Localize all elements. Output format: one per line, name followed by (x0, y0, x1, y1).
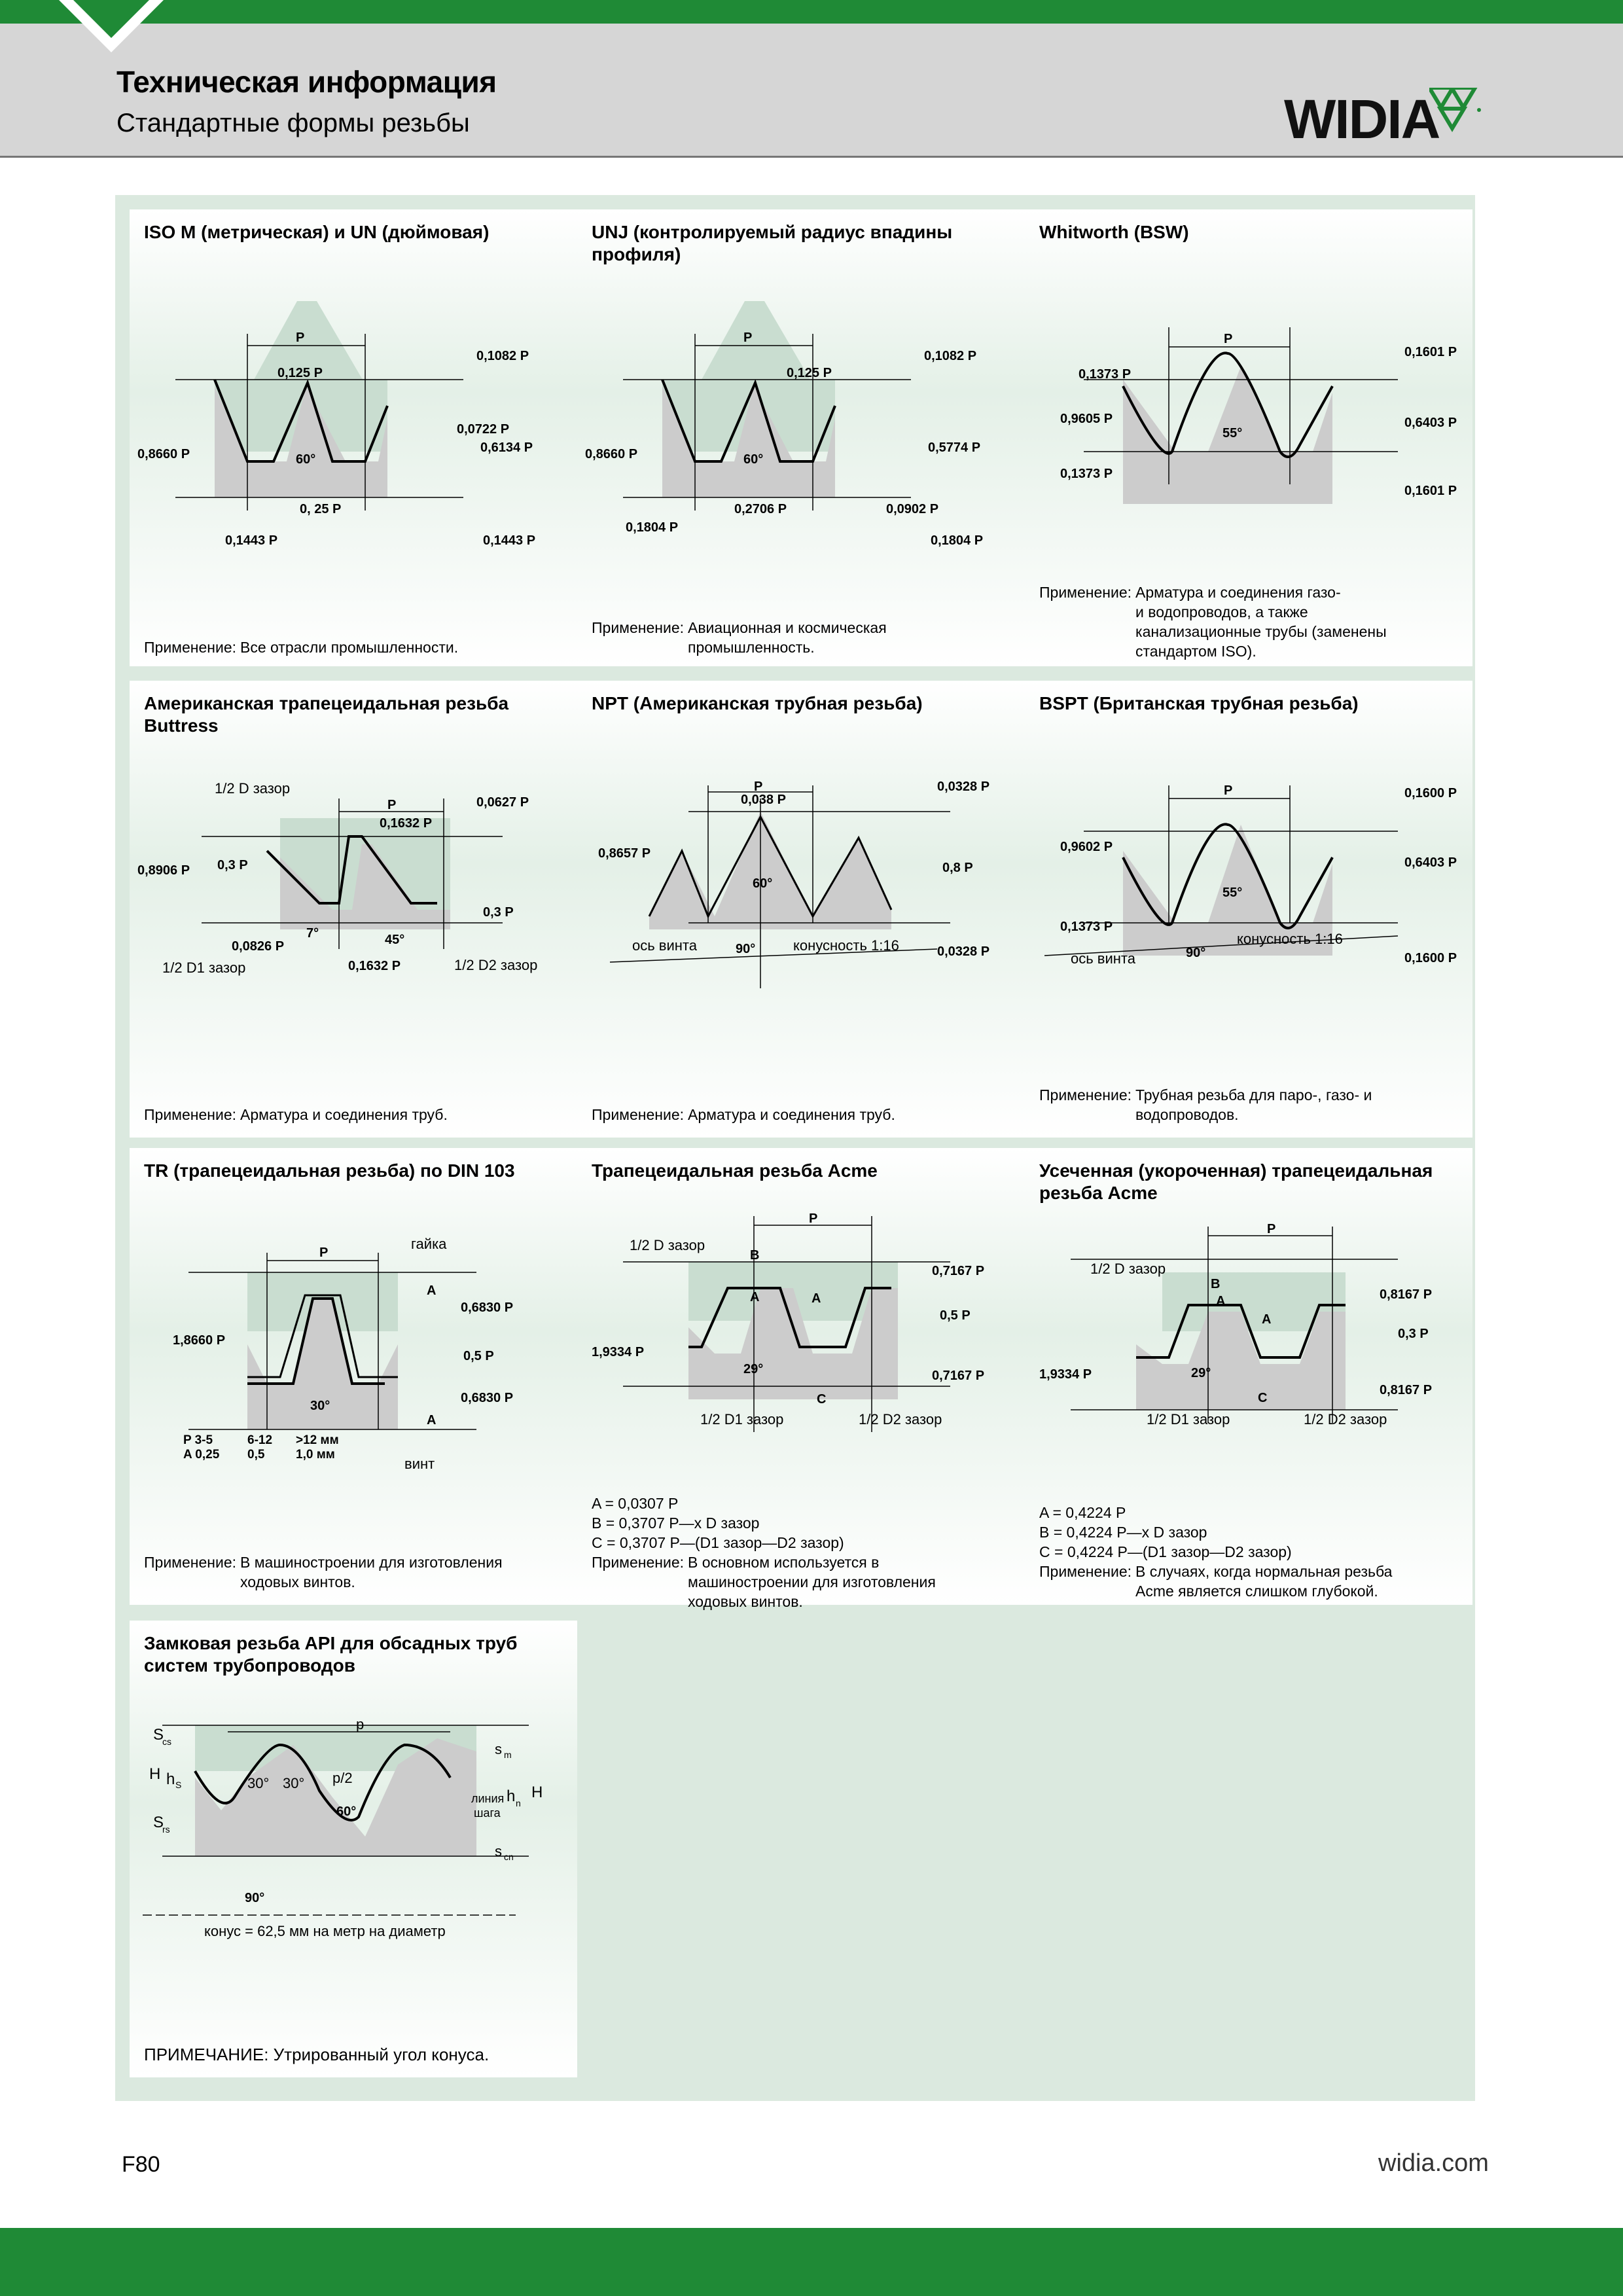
label: A (427, 1283, 437, 1298)
card-title: NPT (Американская трубная резьба) (592, 693, 923, 713)
label: 0,9605 P (1060, 412, 1113, 426)
label: 0,1443 P (483, 533, 536, 548)
label: 0,1632 P (348, 959, 401, 973)
label: 0,5 P (940, 1308, 971, 1323)
label: 0,1600 P (1404, 951, 1457, 965)
label: A (750, 1290, 760, 1304)
label: s (495, 1741, 502, 1757)
label: конус = 62,5 мм на метр на диаметр (204, 1923, 446, 1939)
label: 0,1601 P (1404, 345, 1457, 359)
page-number: F80 (122, 2152, 160, 2177)
label: 29° (743, 1362, 764, 1376)
page-subtitle: Стандартные формы резьбы (116, 109, 470, 137)
stub-acme-thread-diagram (1031, 1200, 1466, 1501)
application-note: Применение: Арматура и соединения газо- и водопроводов, а также канализационные трубы (заменены стандартом ISO). (1039, 584, 1387, 660)
card-buttress (130, 681, 577, 1138)
label: 0,6830 P (461, 1300, 514, 1315)
label: C (1258, 1391, 1268, 1405)
card-bspt (1025, 681, 1472, 1138)
label: m (504, 1749, 512, 1760)
label: 0,1443 P (225, 533, 278, 548)
label: A (812, 1291, 821, 1306)
logo-text: WIDIA (1284, 88, 1440, 150)
label-p: P (743, 331, 753, 345)
label: 45° (385, 933, 405, 947)
label: S (153, 1726, 164, 1744)
label: 1/2 D зазор (630, 1237, 705, 1253)
label: 1/2 D1 зазор (162, 960, 246, 976)
label: p/2 (332, 1770, 353, 1786)
unj-thread-diagram (584, 288, 1018, 589)
table-cell: A 0,25 (183, 1448, 220, 1462)
label: 0,0722 P (457, 422, 510, 437)
card-unj (577, 209, 1025, 666)
card-api (130, 1621, 577, 2077)
label: 0,1082 P (476, 349, 529, 363)
label: 1,9334 P (1039, 1367, 1092, 1382)
label-p: P (1224, 332, 1233, 346)
label: 30° (283, 1775, 305, 1791)
application-note: Применение: Все отрасли промышленности. (144, 639, 459, 656)
label: A (1262, 1312, 1272, 1327)
label: 0,1600 P (1404, 786, 1457, 800)
card-stub-acme (1025, 1148, 1472, 1605)
thread-panel (115, 195, 1475, 2101)
label-p: P (1224, 783, 1233, 798)
header-notch-inner (73, 0, 149, 38)
label: h (507, 1787, 516, 1805)
top-green-bar (0, 0, 1623, 24)
label: 0,1373 P (1079, 367, 1132, 382)
card-title: Whitworth (BSW) (1039, 222, 1189, 242)
label-p: P (754, 780, 763, 794)
label: 30° (247, 1775, 270, 1791)
label: ось винта (1071, 950, 1135, 967)
label: A (427, 1413, 437, 1427)
label: 29° (1191, 1366, 1211, 1380)
iso-thread-diagram (136, 288, 571, 589)
application-note: Применение: Арматура и соединения труб. (144, 1106, 448, 1123)
card-title: UNJ (контролируемый радиус впадины профиля) (592, 222, 953, 264)
formulas-and-note: A = 0,4224 P B = 0,4224 P—x D зазор C = 0,4224 P—(D1 зазор—D2 зазор) Применение: В случаях, когда нормальная резьба Acme является слишком глубокой. (1039, 1504, 1393, 1600)
label: 0,3 P (217, 858, 248, 872)
label: 1/2 D2 зазор (454, 957, 538, 973)
card-title: TR (трапецеидальная резьба) по DIN 103 (144, 1160, 515, 1181)
label: 90° (1186, 946, 1206, 960)
acme-thread-diagram (584, 1190, 1018, 1491)
label: 0,5774 P (928, 440, 981, 455)
label: 1/2 D1 зазор (700, 1411, 784, 1427)
label-p: P (387, 798, 397, 812)
label-p: p (356, 1716, 365, 1732)
label: 0,1804 P (931, 533, 984, 548)
label: 60° (743, 452, 764, 467)
site-link[interactable]: widia.com (1378, 2149, 1489, 2177)
table-cell: 1,0 мм (296, 1448, 335, 1462)
bottom-green-bar (0, 2228, 1623, 2296)
label-p: P (1267, 1222, 1276, 1236)
card-title: Трапецеидальная резьба Acme (592, 1160, 878, 1181)
label: 60° (753, 876, 773, 891)
card-acme (577, 1148, 1025, 1610)
label: cn (504, 1852, 514, 1862)
label: 0,0902 P (886, 502, 939, 516)
label: 0,7167 P (932, 1369, 985, 1383)
label: B (1211, 1277, 1221, 1291)
label: 1,8660 P (173, 1333, 226, 1348)
card-npt (577, 681, 1025, 1138)
label: 90° (245, 1891, 265, 1905)
label: 1/2 D1 зазор (1147, 1411, 1230, 1427)
label: 1/2 D зазор (215, 780, 291, 797)
label: 0,1632 P (380, 816, 433, 831)
label: шага (474, 1806, 501, 1820)
label: 0,3 P (483, 905, 514, 920)
card-iso-m (130, 209, 577, 666)
label: 1/2 D зазор (1090, 1261, 1166, 1277)
label: S (175, 1780, 182, 1790)
label: n (516, 1798, 521, 1808)
label: 60° (296, 452, 316, 467)
label: 0,6403 P (1404, 416, 1457, 430)
label: 0,1601 P (1404, 484, 1457, 498)
label: A (1216, 1294, 1226, 1308)
label: 0,0627 P (476, 795, 529, 810)
table-cell: P 3-5 (183, 1433, 213, 1447)
label: 0,1082 P (924, 349, 977, 363)
label: 0,125 P (787, 366, 832, 380)
label: 0,0328 P (937, 944, 990, 959)
label: 30° (310, 1399, 330, 1413)
label-p: P (296, 331, 305, 345)
card-title: ISO M (метрическая) и UN (дюймовая) (144, 222, 490, 242)
label: гайка (411, 1236, 447, 1252)
label: 0,125 P (277, 366, 323, 380)
label: 0,5 P (463, 1349, 494, 1363)
label: 0,6134 P (480, 440, 533, 455)
tr-thread-diagram (136, 1213, 571, 1515)
buttress-thread-diagram (136, 759, 571, 1060)
table-cell: 6-12 (247, 1433, 273, 1447)
exaggerated-angle-note: ПРИМЕЧАНИЕ: Утрированный угол конуса. (144, 2045, 490, 2064)
card-title: Американская трапецеидальная резьба Buttress (144, 693, 509, 736)
table-cell: 0,5 (247, 1448, 265, 1462)
label: S (153, 1814, 164, 1831)
label: 7° (306, 926, 319, 941)
card-title: BSPT (Британская трубная резьба) (1039, 693, 1359, 713)
label: 1/2 D2 зазор (1304, 1411, 1387, 1427)
label: 0,3 P (1398, 1327, 1429, 1341)
label: винт (404, 1456, 435, 1472)
label: 0,8167 P (1380, 1287, 1433, 1302)
label: H (531, 1784, 543, 1801)
label: 0,8167 P (1380, 1383, 1433, 1397)
label: 0,8660 P (585, 447, 638, 461)
label: 1,9334 P (592, 1345, 645, 1359)
page-title: Техническая информация (116, 65, 497, 99)
label: H (149, 1765, 161, 1783)
api-thread-diagram (136, 1699, 571, 2000)
card-whitworth (1025, 209, 1472, 666)
label: 0,6830 P (461, 1391, 514, 1405)
label: 0,6403 P (1404, 855, 1457, 870)
bspt-thread-diagram (1031, 759, 1466, 1060)
label: 0,9602 P (1060, 840, 1113, 854)
npt-thread-diagram (584, 759, 1018, 1060)
label: 0,8 P (942, 861, 973, 875)
application-note: Применение: Авиационная и космическая промышленность. (592, 619, 887, 656)
label: 1/2 D2 зазор (859, 1411, 942, 1427)
label: ось винта (632, 937, 697, 954)
formulas-and-note: A = 0,0307 P B = 0,3707 P—x D зазор C = 0,3707 P—(D1 зазор—D2 зазор) Применение: В основном используется в машиностроении для изготовления ходовых винтов. (592, 1495, 936, 1610)
label: 0,038 P (741, 793, 786, 807)
table-cell: >12 мм (296, 1433, 339, 1447)
label: 60° (336, 1804, 357, 1819)
card-title: Замковая резьба API для обсадных труб систем трубопроводов (144, 1633, 518, 1676)
label: 55° (1222, 426, 1243, 440)
label: 90° (736, 942, 756, 956)
label: 0,0328 P (937, 780, 990, 794)
label: B (750, 1248, 760, 1263)
card-title: Усеченная (укороченная) трапецеидальная резьба Acme (1039, 1160, 1433, 1203)
label: 0,8906 P (137, 863, 190, 878)
label: 0,8660 P (137, 447, 190, 461)
application-note: Применение: Арматура и соединения труб. (592, 1106, 895, 1123)
label: 0,1373 P (1060, 920, 1113, 934)
page-header (0, 24, 1623, 158)
label: 0,0826 P (232, 939, 285, 954)
label-p: P (809, 1211, 818, 1226)
triangles-icon (1429, 88, 1482, 134)
label-p: P (319, 1246, 329, 1260)
label: 55° (1222, 886, 1243, 900)
label: конусность 1:16 (793, 937, 899, 954)
application-note: Применение: В машиностроении для изготовления ходовых винтов. (144, 1554, 503, 1590)
label: cs (162, 1736, 171, 1747)
label: линия (471, 1792, 505, 1805)
label: C (817, 1392, 827, 1407)
label: 0,8657 P (598, 846, 651, 861)
label: rs (162, 1824, 170, 1835)
whitworth-thread-diagram (1031, 288, 1466, 589)
card-tr-din103 (130, 1148, 577, 1605)
label: конусность 1:16 (1237, 931, 1343, 947)
label: 0,7167 P (932, 1264, 985, 1278)
label: 0, 25 P (300, 502, 342, 516)
label: h (166, 1770, 175, 1788)
label: 0,1804 P (626, 520, 679, 535)
label: 0,2706 P (734, 502, 787, 516)
label: 0,1373 P (1060, 467, 1113, 481)
application-note: Применение: Трубная резьба для паро-, газо- и водопроводов. (1039, 1086, 1372, 1123)
label: s (495, 1843, 502, 1859)
